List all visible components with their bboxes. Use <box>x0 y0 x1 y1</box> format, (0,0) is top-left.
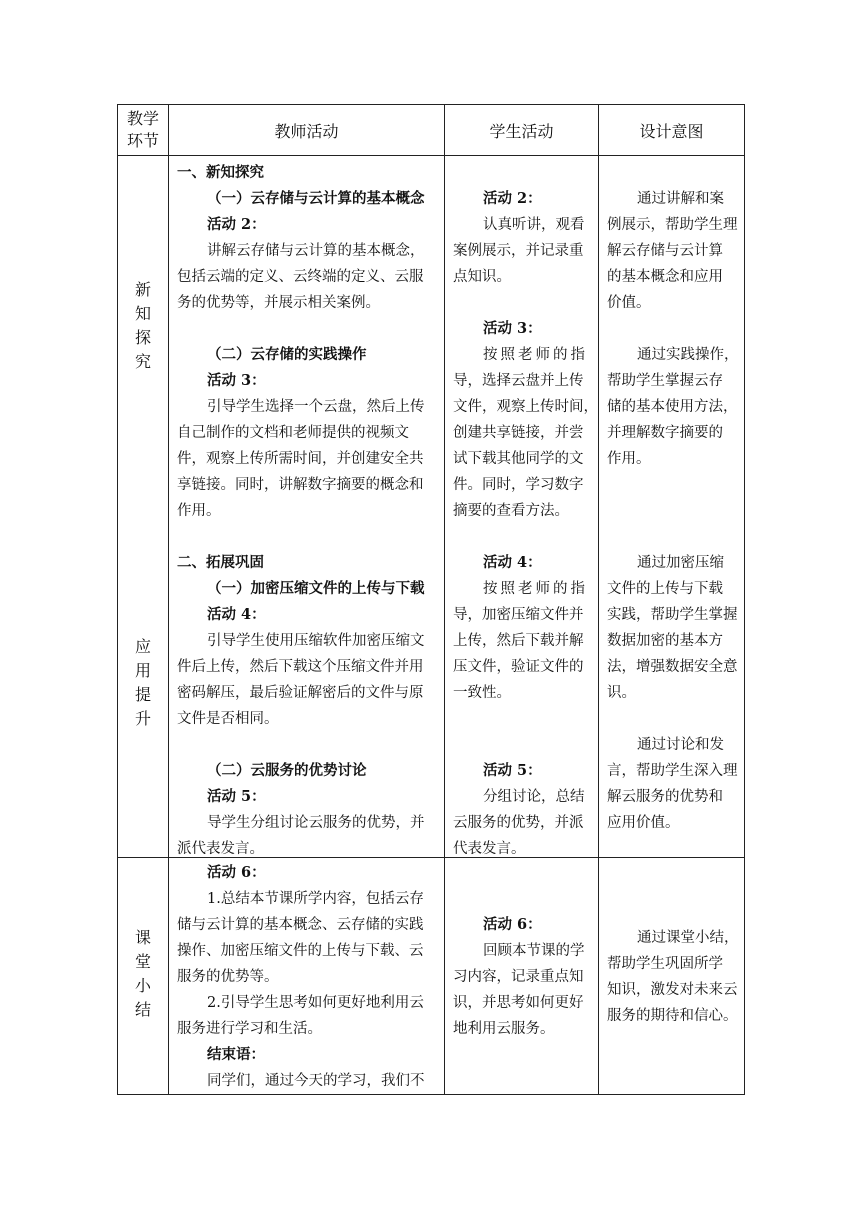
text-line: 文件的上传与下载 <box>607 581 723 597</box>
text-line: 创建共享链接，并尝 <box>453 425 584 441</box>
text-line: 识。 <box>607 685 636 701</box>
text-line: 引导学生使用压缩软件加密压缩文 <box>207 633 425 649</box>
activity-label: 活动 5： <box>207 788 266 805</box>
text-line: 回顾本节课的学 <box>483 943 585 959</box>
student-activity-cell <box>445 858 599 1095</box>
text-line: 享链接。同时，讲解数字摘要的概念和 <box>177 477 424 493</box>
text-line: 帮助学生掌握云存 <box>607 373 723 389</box>
text-line: 同学们，通过今天的学习，我们不 <box>207 1073 425 1089</box>
text-line: 服务进行学习和生活。 <box>177 1021 322 1037</box>
text-line: 件后上传，然后下载这个压缩文件并用 <box>177 659 424 675</box>
header-stage-line: 教学 <box>126 109 159 128</box>
activity-label: 活动 4： <box>207 606 266 623</box>
text-line: 派代表发言。 <box>177 841 264 857</box>
text-line: 地利用云服务。 <box>453 1021 555 1037</box>
text-line: 认真听讲，观看 <box>483 217 585 233</box>
text-line: 自己制作的文档和老师提供的视频文 <box>177 425 409 441</box>
activity-label: 活动 4： <box>483 554 542 571</box>
text-line: 言，帮助学生深入理 <box>607 763 738 779</box>
text-line: 文件，观察上传时间， <box>453 399 598 415</box>
text-line: 2.引导学生思考如何更好地利用云 <box>207 995 424 1011</box>
subsection-heading: （一）云存储与云计算的基本概念 <box>207 190 425 207</box>
text-line: 数据加密的基本方 <box>607 633 723 649</box>
subsection-heading: （二）云服务的优势讨论 <box>207 762 367 779</box>
stage-char: 新 <box>134 280 151 299</box>
text-line: 按照老师的指 <box>483 581 588 597</box>
stage-explore <box>118 278 168 374</box>
header-student: 学生活动 <box>445 105 599 156</box>
text-line: 务的优势等，并展示相关案例。 <box>177 295 380 311</box>
table-row <box>118 156 745 858</box>
student-activity-cell <box>445 156 599 858</box>
text-line: 储的基本使用方法， <box>607 399 738 415</box>
header-row <box>118 105 745 156</box>
text-line: 摘要的查看方法。 <box>453 503 569 519</box>
stage-cell <box>118 858 169 1095</box>
text-line: 通过课堂小结， <box>637 930 739 946</box>
text-line: 案例展示，并记录重 <box>453 243 584 259</box>
text-line: 密码解压，最后验证解密后的文件与原 <box>177 685 424 701</box>
text-line: 操作、加密压缩文件的上传与下载、云 <box>177 943 424 959</box>
activity-label: 活动 6： <box>483 916 542 933</box>
text-line: 的基本概念和应用 <box>607 269 723 285</box>
text-line: 包括云端的定义、云终端的定义、云服 <box>177 269 424 285</box>
table-row <box>118 858 745 1095</box>
design-intent-cell <box>599 858 745 1095</box>
stage-char: 提 <box>134 685 151 704</box>
text-line: 件。同时，学习数字 <box>453 477 584 493</box>
text-line: 价值。 <box>607 295 651 311</box>
activity-label: 活动 2： <box>483 190 542 207</box>
text-line: 导，加密压缩文件并 <box>453 607 584 623</box>
text-line: 件，观察上传所需时间，并创建安全共 <box>177 451 424 467</box>
stage-apply <box>118 635 168 731</box>
stage-char: 用 <box>134 661 151 680</box>
stage-char: 小 <box>134 976 151 995</box>
text-line: 帮助学生巩固所学 <box>607 956 723 972</box>
text-line: 通过加密压缩 <box>637 555 724 571</box>
stage-char: 结 <box>134 1000 151 1019</box>
text-line: 作用。 <box>607 451 651 467</box>
stage-char: 究 <box>134 352 151 371</box>
activity-label: 活动 2： <box>207 216 266 233</box>
text-line: 通过讲解和案 <box>637 191 724 207</box>
text-line: 通过讨论和发 <box>637 737 724 753</box>
text-line: 压文件，验证文件的 <box>453 659 584 675</box>
closing-label: 结束语： <box>207 1046 265 1063</box>
text-line: 识，并思考如何更好 <box>453 995 584 1011</box>
activity-label: 活动 3： <box>207 372 266 389</box>
text-line: 应用价值。 <box>607 815 680 831</box>
stage-char: 知 <box>134 304 151 323</box>
header-stage-line: 环节 <box>126 131 159 150</box>
text-line: 作用。 <box>177 503 221 519</box>
text-line: 并理解数字摘要的 <box>607 425 723 441</box>
text-line: 讲解云存储与云计算的基本概念， <box>207 243 425 259</box>
stage-cell <box>118 156 169 858</box>
header-teacher: 教师活动 <box>169 105 445 156</box>
text-line: 1.总结本节课所学内容，包括云存 <box>207 891 424 907</box>
activity-label: 活动 6： <box>207 864 266 881</box>
lesson-plan-table <box>117 104 745 1095</box>
text-line: 知识，激发对未来云 <box>607 982 738 998</box>
section-heading: 二、拓展巩固 <box>177 554 264 571</box>
text-line: 服务的优势等。 <box>177 969 279 985</box>
stage-char: 课 <box>134 928 151 947</box>
text-line: 解云服务的优势和 <box>607 789 723 805</box>
stage-char: 探 <box>134 328 151 347</box>
design-intent-cell <box>599 156 745 858</box>
text-line: 法，增强数据安全意 <box>607 659 738 675</box>
text-line: 按照老师的指 <box>483 347 588 363</box>
text-line: 实践，帮助学生掌握 <box>607 607 738 623</box>
text-line: 一致性。 <box>453 685 511 701</box>
stage-char: 升 <box>134 709 151 728</box>
text-line: 习内容，记录重点知 <box>453 969 584 985</box>
text-line: 服务的期待和信心。 <box>607 1008 738 1024</box>
stage-summary <box>118 926 168 1022</box>
text-line: 导学生分组讨论云服务的优势，并 <box>207 815 425 831</box>
text-line: 试下载其他同学的文 <box>453 451 584 467</box>
text-line: 储与云计算的基本概念、云存储的实践 <box>177 917 424 933</box>
text-line: 点知识。 <box>453 269 511 285</box>
text-line: 通过实践操作， <box>637 347 739 363</box>
stage-char: 堂 <box>134 952 151 971</box>
teacher-activity-cell <box>169 156 445 858</box>
subsection-heading: （二）云存储的实践操作 <box>207 346 367 363</box>
stage-char: 应 <box>134 637 151 656</box>
activity-label: 活动 5： <box>483 762 542 779</box>
text-line: 解云存储与云计算 <box>607 243 723 259</box>
header-intent: 设计意图 <box>599 105 745 156</box>
text-line: 分组讨论，总结 <box>483 789 585 805</box>
teacher-activity-cell <box>169 858 445 1095</box>
text-line: 云服务的优势，并派 <box>453 815 584 831</box>
text-line: 导，选择云盘并上传 <box>453 373 584 389</box>
subsection-heading: （一）加密压缩文件的上传与下载 <box>207 580 425 597</box>
text-line: 文件是否相同。 <box>177 711 279 727</box>
section-heading: 一、新知探究 <box>177 164 264 181</box>
text-line: 例展示，帮助学生理 <box>607 217 738 233</box>
text-line: 上传，然后下载并解 <box>453 633 584 649</box>
text-line: 代表发言。 <box>453 841 526 857</box>
text-line: 引导学生选择一个云盘，然后上传 <box>207 399 425 415</box>
header-stage <box>118 105 169 156</box>
activity-label: 活动 3： <box>483 320 542 337</box>
